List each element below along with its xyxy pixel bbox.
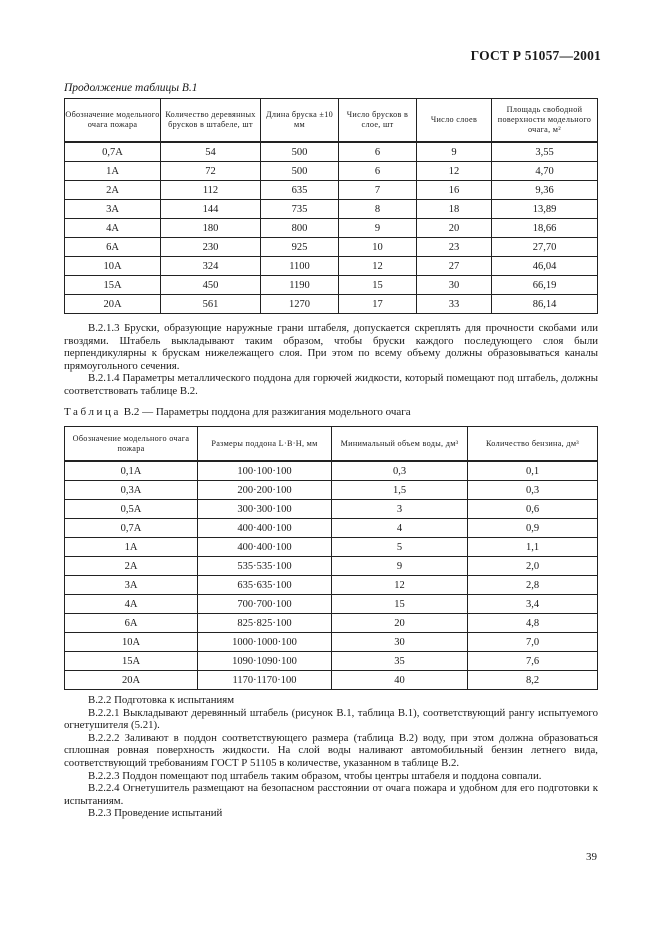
table-row [65,295,598,314]
table-b2 [64,426,598,690]
table-row [65,162,598,181]
table-cell: 86,14 [492,295,598,314]
table-cell: 15А [65,652,198,671]
table-row [65,276,598,295]
table-cell: 3 [332,500,468,519]
table-cell: 3А [65,200,161,219]
table-cell: 1А [65,538,198,557]
table-cell: 40 [332,671,468,690]
table-cell: 2А [65,557,198,576]
table-cell: 66,19 [492,276,598,295]
table-cell: 925 [261,238,339,257]
table-continuation-caption: Продолжение таблицы В.1 [64,82,198,94]
table-row [65,181,598,200]
table-cell: 54 [161,142,261,162]
table-cell: 17 [339,295,417,314]
table-cell: 18,66 [492,219,598,238]
table-cell: 8,2 [468,671,598,690]
table-cell: 2,0 [468,557,598,576]
table-cell: 3,4 [468,595,598,614]
table-b1 [64,98,598,314]
table-cell: 9 [332,557,468,576]
table-cell: 6А [65,238,161,257]
column-header: Количество бензина, дм³ [468,427,598,462]
table-row [65,576,598,595]
table-cell: 10А [65,633,198,652]
table-row [65,257,598,276]
column-header: Количество деревянных брусков в штабеле, шт [161,99,261,143]
table-cell: 7 [339,181,417,200]
table-row [65,481,598,500]
table-row [65,671,598,690]
table-cell: 20А [65,671,198,690]
table-header-row [65,99,598,143]
table-cell: 535·535·100 [198,557,332,576]
table-cell: 4,70 [492,162,598,181]
page-number: 39 [586,851,597,863]
table-cell: 0,3 [332,461,468,481]
document-code-header: ГОСТ Р 51057—2001 [470,48,601,63]
table-row [65,652,598,671]
table-cell: 9 [339,219,417,238]
table-b1-body [65,142,598,314]
table-cell: 1100 [261,257,339,276]
table-cell: 30 [332,633,468,652]
paragraph: В.2.1.4 Параметры металлического поддона для горючей жидкости, который помещают под штабель, должны соответствовать таблице В.2. [64,372,598,397]
table-cell: 16 [417,181,492,200]
table-cell: 1170·1170·100 [198,671,332,690]
paragraph-block-mid [64,322,598,398]
table-cell: 700·700·100 [198,595,332,614]
column-header: Длина бруска ±10 мм [261,99,339,143]
table-cell: 46,04 [492,257,598,276]
paragraph-block-bottom [64,694,598,820]
table-cell: 12 [417,162,492,181]
table-header-row [65,427,598,462]
table-cell: 13,89 [492,200,598,219]
paragraph: В.2.3 Проведение испытаний [88,807,223,820]
table-cell: 0,3А [65,481,198,500]
table-cell: 300·300·100 [198,500,332,519]
table-cell: 72 [161,162,261,181]
table-cell: 12 [332,576,468,595]
paragraph: В.2.2.4 Огнетушитель размещают на безопасном расстоянии от очага пожара и удобном для его подготовки к испытаниям. [64,782,598,807]
table-cell: 0,9 [468,519,598,538]
table-cell: 0,7А [65,519,198,538]
paragraph: В.2.2 Подготовка к испытаниям [88,694,235,706]
table-row [65,557,598,576]
table-row [65,614,598,633]
paragraph: В.2.2.1 Выкладывают деревянный штабель (рисунок В.1, таблица В.1), соответствующий рангу испытуемого огнетушителя (5.21). [64,706,598,732]
table-cell: 0,6 [468,500,598,519]
table-cell: 3А [65,576,198,595]
table-cell: 400·400·100 [198,519,332,538]
table-cell: 112 [161,181,261,200]
paragraph: В.2.1.3 Бруски, образующие наружные грани штабеля, допускается скреплять для прочности скобами или гвоздями. Штабель выкладывают таким образом, чтобы бруски каждого последующего слоя были перпендикулярны к брускам нижележащего слоя. При этом по всему объему должны образовываться каналы прямоугольного сечения. [64,322,598,372]
column-header: Размеры поддона L·B·H, мм [198,427,332,462]
table-cell: 0,5А [65,500,198,519]
table-b2-caption [64,406,411,418]
table-cell: 735 [261,200,339,219]
table-cell: 15А [65,276,161,295]
table-row [65,200,598,219]
table-cell: 12 [339,257,417,276]
table-cell: 27 [417,257,492,276]
paragraph: В.2.2.2 Заливают в поддон соответствующего размера (таблица В.2) воду, при этом должна образоваться сплошная ровная поверхность жидкости. На слой воды наливают автомобильный бензин летнего вида, соответствующий требованиям ГОСТ Р 51105 в количестве, указанном в таблице В.2. [64,731,598,769]
table-cell: 4 [332,519,468,538]
table-cell: 4А [65,595,198,614]
table-cell: 4А [65,219,161,238]
table-cell: 18 [417,200,492,219]
column-header: Число слоев [417,99,492,143]
table-cell: 20 [417,219,492,238]
table-cell: 20А [65,295,161,314]
table-row [65,519,598,538]
table-cell: 3,55 [492,142,598,162]
table-cell: 10 [339,238,417,257]
table-cell: 635 [261,181,339,200]
table-cell: 800 [261,219,339,238]
table-cell: 9,36 [492,181,598,200]
table-caption-title: В.2 — Параметры поддона для разжигания модельного очага [121,406,411,418]
table-cell: 15 [332,595,468,614]
table-cell: 1190 [261,276,339,295]
column-header: Число брусков в слое, шт [339,99,417,143]
table-cell: 6А [65,614,198,633]
table-cell: 1000·1000·100 [198,633,332,652]
table-cell: 1,5 [332,481,468,500]
table-cell: 15 [339,276,417,295]
table-cell: 400·400·100 [198,538,332,557]
table-cell: 6 [339,162,417,181]
table-cell: 10А [65,257,161,276]
table-cell: 180 [161,219,261,238]
table-cell: 0,1 [468,461,598,481]
table-cell: 1270 [261,295,339,314]
table-cell: 0,1А [65,461,198,481]
table-cell: 35 [332,652,468,671]
table-cell: 324 [161,257,261,276]
table-cell: 230 [161,238,261,257]
table-cell: 100·100·100 [198,461,332,481]
table-cell: 7,0 [468,633,598,652]
column-header: Обозначение модельного очага пожара [65,427,198,462]
table-cell: 0,7А [65,142,161,162]
table-cell: 30 [417,276,492,295]
table-cell: 33 [417,295,492,314]
column-header: Площадь свободной поверхности модельного очага, м² [492,99,598,143]
table-cell: 450 [161,276,261,295]
table-row [65,538,598,557]
table-cell: 825·825·100 [198,614,332,633]
table-caption-word: Таблица [64,406,121,418]
table-cell: 0,3 [468,481,598,500]
table-row [65,595,598,614]
table-cell: 200·200·100 [198,481,332,500]
table-cell: 561 [161,295,261,314]
paragraph: В.2.2.3 Поддон помещают под штабель таким образом, чтобы центры штабеля и поддона совпали. [88,769,542,782]
table-row [65,461,598,481]
table-cell: 1090·1090·100 [198,652,332,671]
table-cell: 5 [332,538,468,557]
column-header: Минимальный объем воды, дм³ [332,427,468,462]
table-row [65,238,598,257]
table-cell: 27,70 [492,238,598,257]
table-cell: 23 [417,238,492,257]
table-cell: 144 [161,200,261,219]
table-cell: 1,1 [468,538,598,557]
table-cell: 9 [417,142,492,162]
table-cell: 7,6 [468,652,598,671]
table-cell: 635·635·100 [198,576,332,595]
table-cell: 4,8 [468,614,598,633]
table-row [65,500,598,519]
table-b2-body [65,461,598,690]
table-cell: 500 [261,142,339,162]
table-cell: 6 [339,142,417,162]
table-cell: 8 [339,200,417,219]
table-cell: 2,8 [468,576,598,595]
table-cell: 500 [261,162,339,181]
table-row [65,219,598,238]
table-cell: 2А [65,181,161,200]
table-cell: 1А [65,162,161,181]
table-row [65,633,598,652]
table-cell: 20 [332,614,468,633]
column-header: Обозначение модельного очага пожара [65,99,161,143]
table-row [65,142,598,162]
